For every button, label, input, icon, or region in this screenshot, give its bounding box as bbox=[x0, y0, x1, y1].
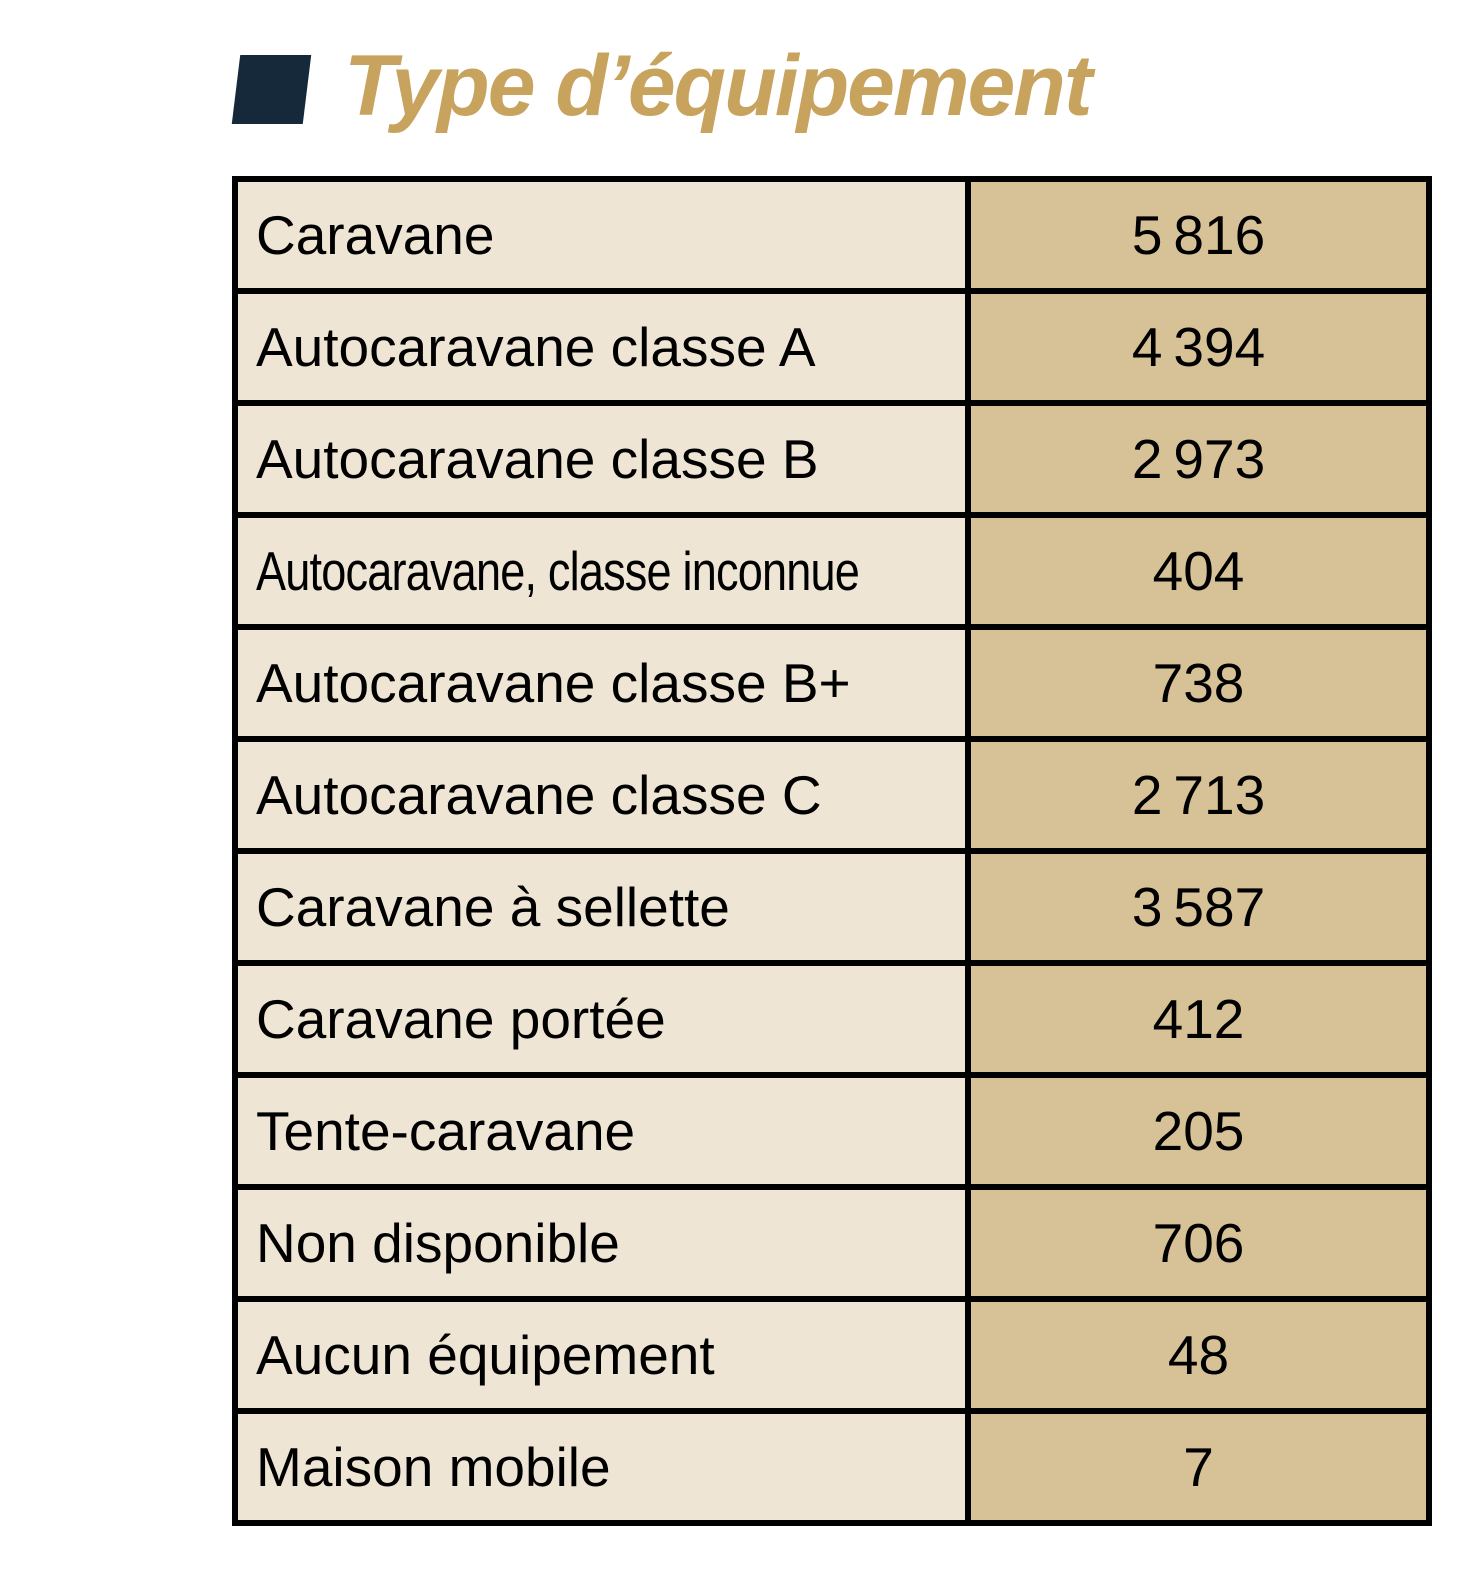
equipment-label: Aucun équipement bbox=[256, 1324, 715, 1386]
equipment-value-cell bbox=[968, 291, 1429, 403]
equipment-label: Caravane à sellette bbox=[256, 876, 730, 938]
equipment-label-cell bbox=[235, 627, 968, 739]
equipment-label: Autocaravane classe C bbox=[256, 764, 822, 826]
equipment-value: 3 587 bbox=[1131, 876, 1266, 938]
table-row bbox=[235, 627, 1429, 739]
equipment-label-cell bbox=[235, 1187, 968, 1299]
equipment-label: Caravane portée bbox=[256, 988, 666, 1050]
table-row bbox=[235, 291, 1429, 403]
equipment-value-cell bbox=[968, 515, 1429, 627]
table-row bbox=[235, 515, 1429, 627]
equipment-label-cell bbox=[235, 851, 968, 963]
equipment-label-cell bbox=[235, 179, 968, 291]
section-bullet-icon bbox=[232, 55, 311, 124]
equipment-value: 706 bbox=[1152, 1212, 1245, 1274]
equipment-value: 738 bbox=[1152, 652, 1245, 714]
equipment-label: Autocaravane classe A bbox=[256, 316, 816, 378]
equipment-value-cell bbox=[968, 1411, 1429, 1523]
equipment-label-cell bbox=[235, 963, 968, 1075]
equipment-label: Maison mobile bbox=[256, 1436, 611, 1498]
equipment-label: Tente-caravane bbox=[256, 1100, 636, 1162]
equipment-label-cell bbox=[235, 403, 968, 515]
equipment-value: 2 713 bbox=[1131, 764, 1266, 826]
table-row bbox=[235, 963, 1429, 1075]
equipment-value-cell bbox=[968, 1187, 1429, 1299]
equipment-value: 205 bbox=[1152, 1100, 1245, 1162]
equipment-value-cell bbox=[968, 1075, 1429, 1187]
equipment-label-cell bbox=[235, 1075, 968, 1187]
equipment-label: Caravane bbox=[256, 204, 495, 266]
equipment-label-cell bbox=[235, 1299, 968, 1411]
equipment-table bbox=[232, 176, 1432, 1526]
equipment-value-cell bbox=[968, 963, 1429, 1075]
equipment-value: 7 bbox=[1183, 1436, 1214, 1498]
table-row bbox=[235, 851, 1429, 963]
equipment-label-cell bbox=[235, 515, 968, 627]
equipment-label: Autocaravane classe B bbox=[256, 428, 819, 490]
table-row bbox=[235, 179, 1429, 291]
equipment-value: 5 816 bbox=[1131, 204, 1266, 266]
equipment-label: Autocaravane, classe inconnue bbox=[256, 540, 860, 602]
equipment-value: 4 394 bbox=[1131, 316, 1266, 378]
equipment-label-cell bbox=[235, 739, 968, 851]
equipment-label-cell bbox=[235, 291, 968, 403]
equipment-value-cell bbox=[968, 851, 1429, 963]
section-title: Type d’équipement bbox=[344, 38, 1091, 134]
equipment-label-cell bbox=[235, 1411, 968, 1523]
table-row bbox=[235, 403, 1429, 515]
equipment-value-cell bbox=[968, 627, 1429, 739]
equipment-value-cell bbox=[968, 739, 1429, 851]
equipment-value: 412 bbox=[1152, 988, 1245, 1050]
equipment-value: 48 bbox=[1167, 1324, 1230, 1386]
equipment-value: 2 973 bbox=[1131, 428, 1266, 490]
equipment-value-cell bbox=[968, 179, 1429, 291]
equipment-value-cell bbox=[968, 1299, 1429, 1411]
equipment-value: 404 bbox=[1152, 540, 1245, 602]
equipment-label: Non disponible bbox=[256, 1212, 620, 1274]
equipment-label: Autocaravane classe B+ bbox=[256, 652, 851, 714]
table-row bbox=[235, 739, 1429, 851]
table-row bbox=[235, 1299, 1429, 1411]
table-row bbox=[235, 1187, 1429, 1299]
table-row bbox=[235, 1411, 1429, 1523]
equipment-table-body bbox=[235, 179, 1429, 1523]
table-row bbox=[235, 1075, 1429, 1187]
equipment-value-cell bbox=[968, 403, 1429, 515]
